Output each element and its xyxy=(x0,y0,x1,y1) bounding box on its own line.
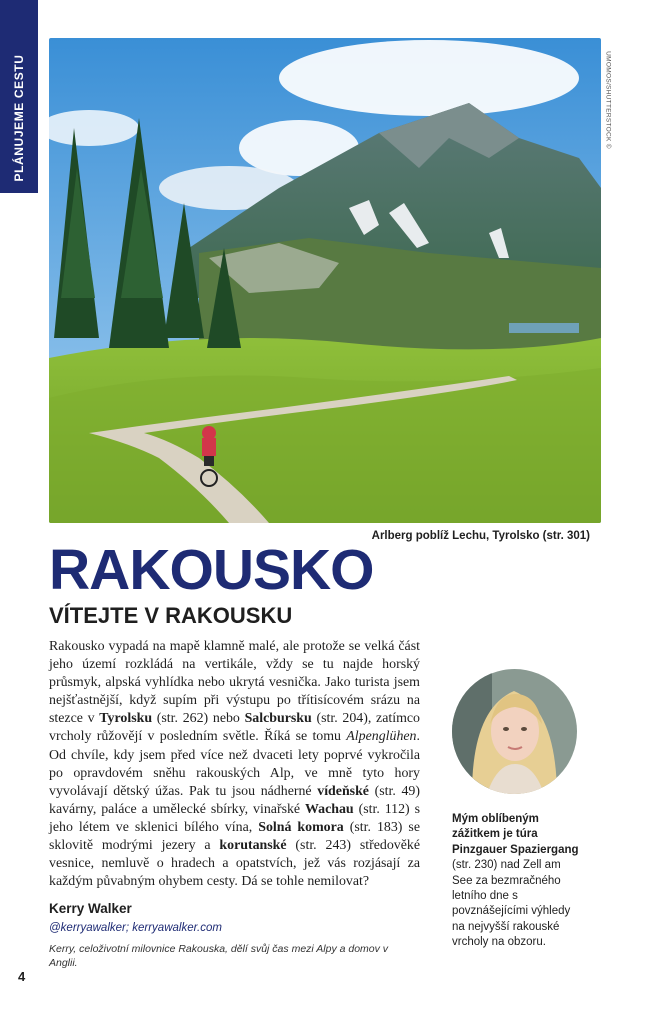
body-text-8: (str. 243) středověké vesnice, nemluvě o hradech a opatstvích, jež vás rozjásají za každým půvabným ohybem cesty. Dá se tohle nemilovat? xyxy=(49,838,420,890)
author-links[interactable]: @kerryawalker; kerryawalker.com xyxy=(49,922,222,934)
author-bio: Kerry, celoživotní milovnice Rakouska, dělí svůj čas mezi Alpy a domov v Anglii. xyxy=(49,943,389,969)
body-text-5: (str. 49) kavárny, paláce a umělecké sbírky, vinařské xyxy=(49,783,420,817)
intro-paragraph xyxy=(49,638,420,891)
hero-photo xyxy=(49,38,601,523)
body-bold-solna-komora: Solná komora xyxy=(258,819,344,835)
page-subtitle: VÍTEJTE V RAKOUSKU xyxy=(49,603,293,628)
section-tab xyxy=(0,0,38,193)
body-bold-videnske: vídeňské xyxy=(317,783,369,799)
quote-rest: (str. 230) nad Zell am See za bezmračného letního dne s povznášejícími výhledy na nejvyšší rakouské vrcholy na obzoru. xyxy=(452,859,571,949)
body-italic-alpengluhen: Alpenglühen xyxy=(346,729,417,745)
body-text-1: Rakousko vypadá na mapě klamně malé, ale protože se velká část jeho území rozkládá na vertikále, vždy se tu najde horský průsmyk, alpská vyhlídka nebo ukrytá vesnička. Jako turista jsem nejšťastnější, když supím při výstupu po třítisícovém srázu na stezce v xyxy=(49,639,420,727)
page-title: RAKOUSKO xyxy=(49,538,374,602)
author-avatar xyxy=(452,669,577,794)
author-name: Kerry Walker xyxy=(49,901,132,916)
body-text-2: (str. 262) nebo xyxy=(152,711,245,727)
body-bold-salcbursko: Salcbursku xyxy=(244,711,312,727)
body-text-7: (str. 183) se sklovitě modrými jezery a xyxy=(49,819,420,854)
section-tab-label: PLÁNUJEME CESTU xyxy=(12,54,26,182)
body-bold-wachau: Wachau xyxy=(305,801,354,817)
quote-bold: Mým oblíbeným zážitkem je túra Pinzgauer Spaziergang xyxy=(452,813,579,856)
body-text-6: (str. 112) s jeho létem ve sklenici bílého vína, xyxy=(49,801,420,835)
photo-credit: UMOMOS/SHUTTERSTOCK © xyxy=(604,51,612,149)
body-bold-korutanske: korutanské xyxy=(219,838,287,854)
alpine-landscape-illustration xyxy=(49,38,601,523)
author-favorite-quote xyxy=(452,812,584,951)
photo-caption: Arlberg poblíž Lechu, Tyrolsko (str. 301) xyxy=(371,530,590,542)
author-portrait-illustration xyxy=(452,669,577,794)
body-text-4: . Od chvíle, kdy jsem před více než dvaceti lety poprvé vykročila po opravdovém sněhu rakouských Alp, ve mně tyto hory vyvolávají dětský úžas. Pak tu jsou nádherné xyxy=(49,729,420,799)
body-text-3: (str. 204), zatímco vrcholy růžovějí v posledním světle. Říká se tomu xyxy=(49,711,420,745)
body-bold-tyrolsko: Tyrolsku xyxy=(99,711,153,727)
page-number: 4 xyxy=(18,969,26,984)
